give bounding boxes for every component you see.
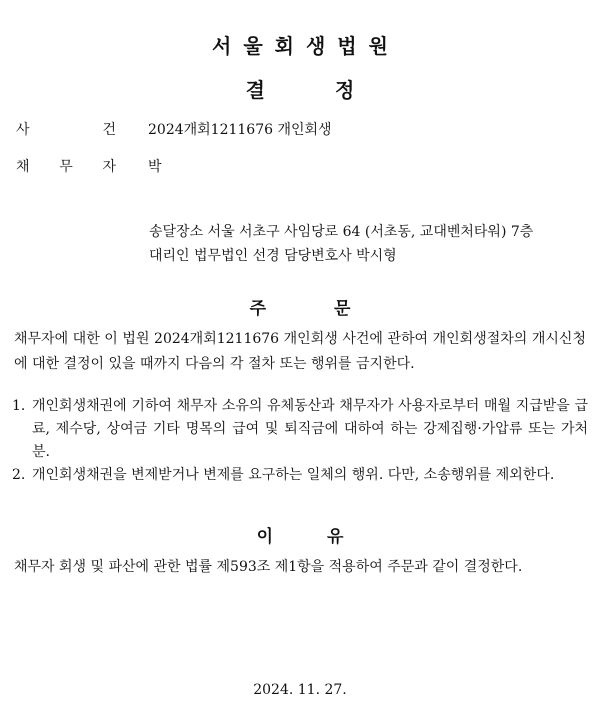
reason-paragraph: 채무자 회생 및 파산에 관한 법률 제593조 제1항을 적용하여 주문과 같이 결정한다. [14, 559, 523, 575]
debtor-label-char: 무 [59, 159, 73, 175]
list-item-text: 개인회생채권에 기하여 채무자 소유의 유체동산과 채무자가 사용자로부터 매월 지급받을 급료, 제수당, 상여금 기타 명목의 급여 및 퇴직금에 대하여 하는 강제집행·가압류 또는 가처분. [32, 398, 588, 460]
case-label-char: 사 [16, 122, 30, 138]
court-name: 서울회생법원 [212, 34, 400, 58]
debtor-name-value: 박 [148, 159, 162, 175]
document-type-title: 결정 [245, 78, 425, 102]
order-heading: 주문 [249, 299, 419, 319]
delivery-address: 송달장소 서울 서초구 사임당로 64 (서초동, 교대벤처타워) 7층 [149, 224, 534, 240]
debtor-label [16, 157, 116, 177]
list-item [12, 464, 588, 487]
debtor-label-char: 채 [16, 159, 30, 175]
case-label-char: 건 [102, 122, 116, 138]
list-item [12, 395, 588, 464]
reason-heading: 이유 [256, 527, 398, 547]
list-item-number: 1. [12, 398, 26, 414]
legal-agent: 대리인 법무법인 선경 담당변호사 박시형 [149, 248, 397, 264]
order-paragraph: 채무자에 대한 이 법원 2024개회1211676 개인회생 사건에 관하여 개인회생절차의 개시신청에 대한 결정이 있을 때까지 다음의 각 절차 또는 행위를 금지한다. [14, 331, 586, 372]
decision-date: 2024. 11. 27. [253, 682, 347, 698]
list-item-text: 개인회생채권을 변제받거나 변제를 요구하는 일체의 행위. 다만, 소송행위를 제외한다. [32, 467, 555, 483]
case-label [16, 120, 116, 140]
debtor-label-char: 자 [102, 159, 116, 175]
list-item-number: 2. [12, 467, 26, 483]
delivery-block [149, 220, 533, 268]
prohibited-acts-list [12, 395, 588, 487]
case-number-value: 2024개회1211676 개인회생 [148, 122, 332, 138]
